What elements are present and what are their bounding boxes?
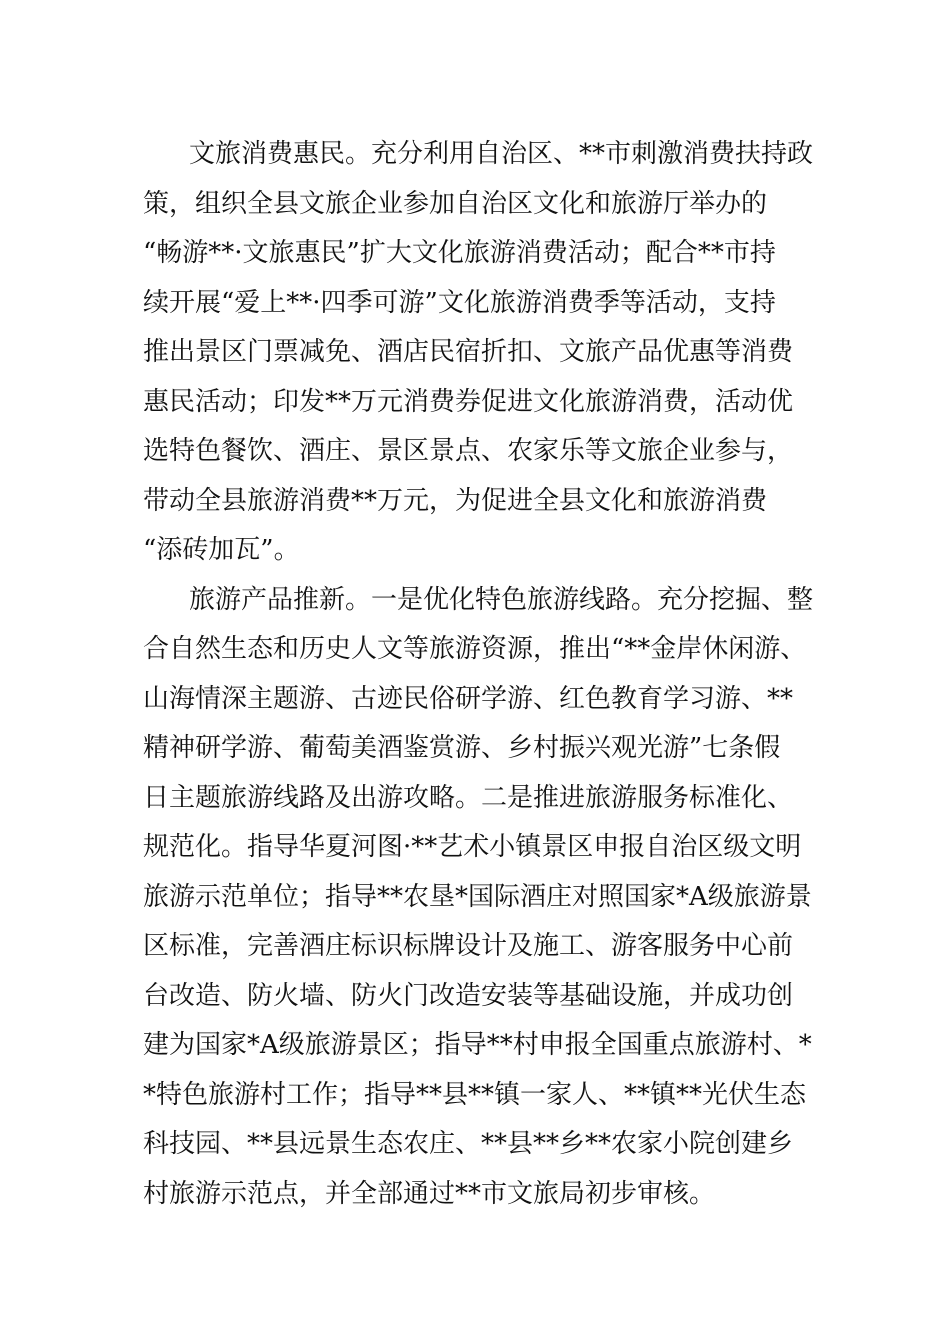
text-line: 旅游产品推新。一是优化特色旅游线路。充分挖掘、整: [189, 584, 814, 615]
document-body: [143, 130, 823, 1219]
text-line: 科技园、**县远景生态农庄、**县**乡**农家小院创建乡: [143, 1129, 794, 1159]
text-line: 策，组织全县文旅企业参加自治区文化和旅游厅举办的: [143, 188, 768, 219]
text-line: 台改造、防火墙、防火门改造安装等基础设施，并成功创: [143, 980, 794, 1011]
text-line: 续开展“爱上**·四季可游”文化旅游消费季等活动，支持: [143, 287, 776, 318]
text-line: 建为国家*A级旅游景区；指导**村申报全国重点旅游村、*: [143, 1030, 812, 1060]
paragraph-products: [143, 576, 823, 1220]
text-line: *特色旅游村工作；指导**县**镇一家人、**镇**光伏生态: [143, 1079, 807, 1110]
text-line: 文旅消费惠民。充分利用自治区、**市刺激消费扶持政: [189, 139, 814, 169]
text-line: 旅游示范单位；指导**农垦*国际酒庄对照国家*A级旅游景: [143, 881, 812, 912]
text-line: 规范化。指导华夏河图·**艺术小镇景区申报自治区级文明: [143, 832, 802, 862]
text-line: “添砖加瓦”。: [143, 535, 300, 565]
text-line: 村旅游示范点，并全部通过**市文旅局初步审核。: [143, 1178, 716, 1209]
text-line: “畅游**·文旅惠民”扩大文化旅游消费活动；配合**市持: [143, 238, 776, 268]
text-line: 选特色餐饮、酒庄、景区景点、农家乐等文旅企业参与，: [143, 436, 794, 466]
text-line: 合自然生态和历史人文等旅游资源，推出“**金岸休闲游、: [143, 634, 807, 664]
text-line: 推出景区门票减免、酒店民宿折扣、文旅产品优惠等消费: [143, 337, 794, 367]
paragraph-consumption: [143, 130, 823, 576]
text-line: 惠民活动；印发**万元消费券促进文化旅游消费，活动优: [143, 386, 794, 417]
text-line: 区标准，完善酒庄标识标牌设计及施工、游客服务中心前: [143, 931, 794, 961]
text-line: 日主题旅游线路及出游攻略。二是推进旅游服务标准化、: [143, 782, 794, 813]
text-line: 带动全县旅游消费**万元，为促进全县文化和旅游消费: [143, 485, 768, 516]
text-line: 精神研学游、葡萄美酒鉴赏游、乡村振兴观光游”七条假: [143, 733, 781, 763]
text-line: 山海情深主题游、古迹民俗研学游、红色教育学习游、**: [143, 683, 794, 714]
